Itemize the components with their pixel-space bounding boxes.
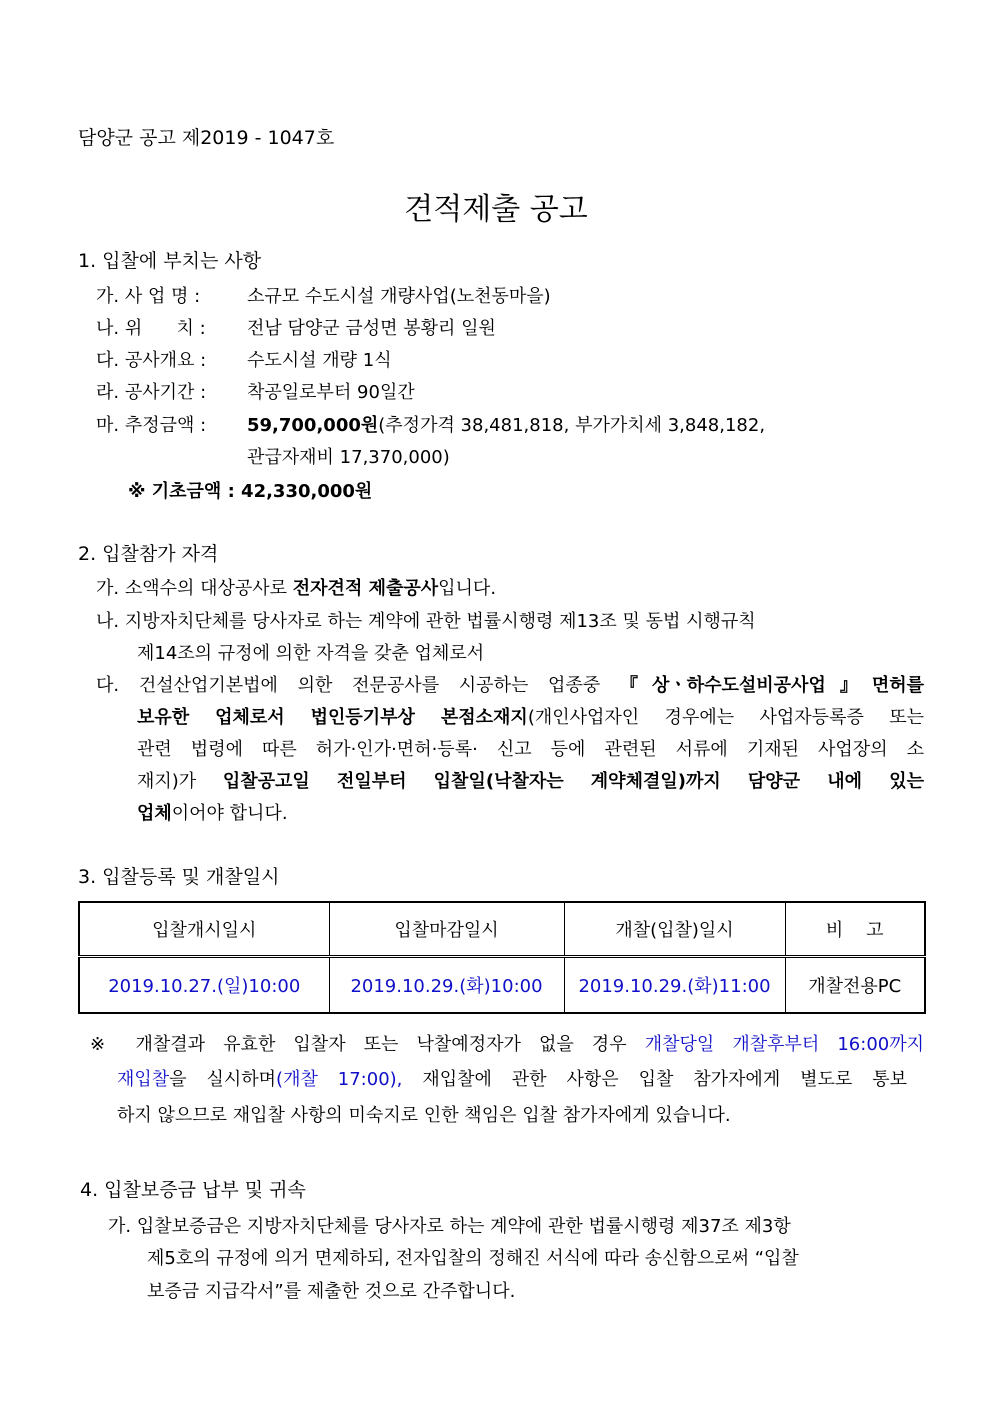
- base-amount: ※ 기초금액 : 42,330,000원: [128, 481, 373, 502]
- rebid-note-text: 을 실시하며: [169, 1069, 277, 1090]
- deposit-line: 가. 입찰보증금은 지방자치단체를 당사자로 하는 계약에 관한 법률시행령 제37조 제3항: [108, 1216, 791, 1237]
- rebid-note-highlight: (개찰 17:00),: [276, 1069, 403, 1090]
- qualification-a-suffix: 입니다.: [438, 578, 497, 599]
- deposit-line: 제5호의 규정에 의거 면제하되, 전자입찰의 정해진 서식에 따라 송신함으로써 “입찰: [147, 1248, 799, 1269]
- section1-item-label: 다. 공사개요 :: [96, 350, 207, 371]
- qualification-c-text: 다. 건설산업기본법에 의한 전문공사를 시공하는 업종중: [96, 675, 601, 696]
- table-header-cell: 입찰마감일시: [329, 902, 564, 957]
- section4-heading: 4. 입찰보증금 납부 및 귀속: [80, 1179, 306, 1201]
- section1-item-value: 전남 담양군 금성면 봉황리 일원: [247, 318, 496, 339]
- qualification-c-line: [137, 799, 288, 825]
- section1-heading: 1. 입찰에 부치는 사항: [78, 250, 262, 272]
- table-cell: 개찰전용PC: [785, 957, 925, 1014]
- rebid-note-line: [90, 1030, 924, 1056]
- qualification-c-text: 이어야 합니다.: [171, 803, 288, 824]
- section1-item-label: 라. 공사기간 :: [96, 382, 207, 403]
- qualification-a-text: 가. 소액수의 대상공사로: [96, 578, 293, 599]
- qualification-c-text: (개인사업자인 경우에는 사업자등록증 또는: [527, 707, 924, 728]
- rebid-note-text: ※ 개찰결과 유효한 입찰자 또는 낙찰예정자가 없을 경우: [90, 1034, 645, 1055]
- section1-item-value: 수도시설 개량 1식: [247, 350, 392, 371]
- qualification-c-bold: 입찰공고일 전일부터 입찰일(낙찰자는 계약체결일)까지 담양군 내에 있는: [222, 771, 924, 792]
- section1-item-label: 나. 위 치 :: [96, 318, 206, 339]
- estimate-detail-cont: 관급자재비 17,370,000): [247, 447, 450, 468]
- qualification-c-line: 관련 법령에 따른 허가·인가·면허·등록· 신고 등에 관련된 서류에 기재된 사업장의 소: [137, 739, 924, 760]
- estimate-amount: 59,700,000원: [247, 415, 379, 436]
- rebid-note-line: [117, 1065, 907, 1091]
- estimate-detail: (추정가격 38,481,818, 부가가치세 3,848,182,: [378, 415, 766, 436]
- schedule-table: [78, 901, 926, 1014]
- qualification-a: [96, 574, 496, 600]
- section1-item-value: 소규모 수도시설 개량사업(노천동마을): [247, 286, 551, 307]
- qualification-c-bold: 업체: [137, 803, 172, 824]
- rebid-note-text: 재입찰에 관한 사항은 입찰 참가자에게 별도로 통보: [402, 1069, 907, 1090]
- notice-number: 담양군 공고 제2019 - 1047호: [78, 127, 335, 149]
- table-cell: 2019.10.29.(화)11:00: [564, 957, 785, 1014]
- table-header-cell: 개찰(입찰)일시: [564, 902, 785, 957]
- qualification-c-line: [137, 767, 924, 793]
- section1-item-value: 착공일로부터 90일간: [247, 382, 415, 403]
- table-row: [79, 957, 925, 1014]
- table-cell: 2019.10.27.(일)10:00: [79, 957, 329, 1014]
- table-header-cell: 비 고: [785, 902, 925, 957]
- deposit-line: 보증금 지급각서”를 제출한 것으로 간주합니다.: [147, 1281, 516, 1302]
- qualification-c-line: [137, 703, 924, 729]
- rebid-note-line: 하지 않으므로 재입찰 사항의 미숙지로 인한 책임은 입찰 참가자에게 있습니다.: [117, 1105, 731, 1126]
- qualification-c-bold: 보유한 업체로서 법인등기부상 본점소재지: [137, 707, 528, 728]
- rebid-note-highlight: 개찰당일 개찰후부터 16:00까지: [644, 1034, 925, 1055]
- qualification-a-bold: 전자견적 제출공사: [292, 578, 439, 599]
- section3-heading: 3. 입찰등록 및 개찰일시: [78, 866, 280, 888]
- qualification-c-text: 재지)가: [137, 771, 223, 792]
- estimate-label: 마. 추정금액 :: [96, 415, 207, 436]
- qualification-c-bold: 『상ㆍ하수도설비공사업』면허를: [619, 675, 924, 696]
- section1-item-label: 가. 사 업 명 :: [96, 286, 201, 307]
- rebid-note-highlight: 재입찰: [117, 1069, 170, 1090]
- section2-heading: 2. 입찰참가 자격: [78, 543, 219, 565]
- table-cell: 2019.10.29.(화)10:00: [329, 957, 564, 1014]
- table-header-cell: 입찰개시일시: [79, 902, 329, 957]
- table-header-row: [79, 902, 925, 957]
- qualification-c-line: [96, 671, 924, 697]
- qualification-b-line: 나. 지방자치단체를 당사자로 하는 계약에 관한 법률시행령 제13조 및 동법 시행규칙: [96, 611, 756, 632]
- page-title: 견적제출 공고: [404, 192, 588, 227]
- estimate-line: [247, 411, 765, 437]
- qualification-b-line: 제14조의 규정에 의한 자격을 갖춘 업체로서: [137, 643, 485, 664]
